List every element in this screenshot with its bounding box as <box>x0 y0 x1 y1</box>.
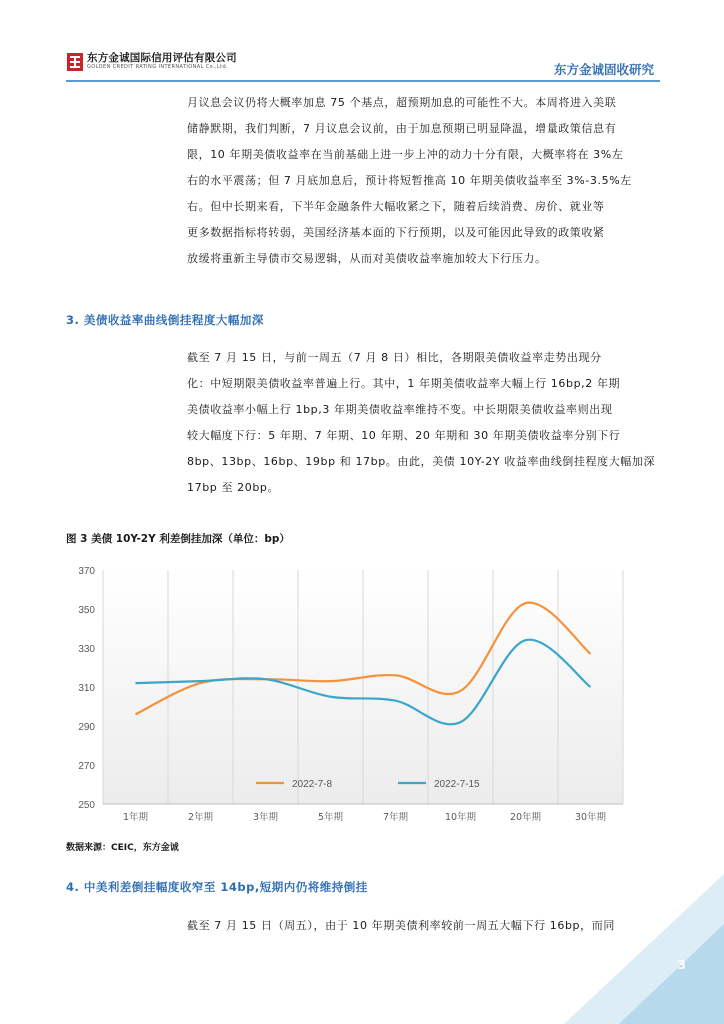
x-tick-label: 5年期 <box>317 812 344 823</box>
x-tick-label: 3年期 <box>252 812 279 823</box>
text-line: 右的水平震荡；但 7 月底加息后，预计将短暂推高 10 年期美债收益率至 3%-3.5%左 <box>187 174 632 187</box>
text-line: 右。但中长期来看，下半年金融条件大幅收紧之下，随着后续消费、房价、就业等 <box>187 200 605 213</box>
y-tick-label: 270 <box>78 761 95 772</box>
section-3-title: 3. 美债收益率曲线倒挂程度大幅加深 <box>66 313 264 327</box>
corner-decoration <box>524 874 724 1024</box>
company-name-cn: 东方金诚国际信用评估有限公司 <box>87 52 237 64</box>
x-tick-label: 2年期 <box>187 812 214 823</box>
company-name-en: GOLDEN CREDIT RATING INTERNATIONAL Co.,Ltd. <box>87 64 229 70</box>
paragraph-2 <box>187 345 657 501</box>
logo-mark-icon <box>67 53 83 71</box>
x-tick-label: 20年期 <box>509 812 542 823</box>
y-tick-label: 350 <box>78 605 95 616</box>
figure-title: 图 3 美债 10Y-2Y 利差倒挂加深（单位：bp） <box>66 533 290 545</box>
y-tick-label: 330 <box>78 644 95 655</box>
text-line: 截至 7 月 15 日（周五），由于 10 年期美债利率较前一周五大幅下行 16bp，而同 <box>187 919 615 932</box>
y-tick-label: 250 <box>78 800 95 811</box>
text-line: 截至 7 月 15 日，与前一周五（7 月 8 日）相比，各期限美债收益率走势出现分 <box>187 351 602 364</box>
text-line: 8bp、13bp、16bp、19bp 和 17bp。由此，美债 10Y-2Y 收益率曲线倒挂程度大幅加深 <box>187 455 656 468</box>
text-line: 17bp 至 20bp。 <box>187 481 280 494</box>
x-tick-label: 1年期 <box>122 812 149 823</box>
text-line: 较大幅度下行：5 年期、7 年期、10 年期、20 年期和 30 年期美债收益率分别下行 <box>187 429 621 442</box>
y-tick-label: 310 <box>78 683 95 694</box>
text-line: 化：中短期限美债收益率普遍上行。其中，1 年期美债收益率大幅上行 16bp,2 年期 <box>187 377 621 390</box>
text-line: 更多数据指标将转弱，美国经济基本面的下行预期，以及可能因此导致的政策收紧 <box>187 226 605 239</box>
text-line: 放缓将重新主导债市交易逻辑，从而对美债收益率施加较大下行压力。 <box>187 252 547 265</box>
text-line: 限，10 年期美债收益率在当前基础上进一步上冲的动力十分有限，大概率将在 3%左 <box>187 148 624 161</box>
y-tick-label: 370 <box>78 566 95 577</box>
paragraph-1 <box>187 90 657 272</box>
x-tick-label: 7年期 <box>382 812 409 823</box>
spread-line-chart <box>66 556 634 826</box>
text-line: 美债收益率小幅上行 1bp,3 年期美债收益率维持不变。中长期限美债收益率则出现 <box>187 403 613 416</box>
text-line: 月议息会议仍将大概率加息 75 个基点，超预期加息的可能性不大。本周将进入美联 <box>187 96 617 109</box>
brand-title: 东方金诚固收研究 <box>553 62 654 77</box>
text-line: 储静默期，我们判断，7 月议息会议前，由于加息预期已明显降温，增量政策信息有 <box>187 122 617 135</box>
section-4-title: 4. 中美利差倒挂幅度收窄至 14bp,短期内仍将维持倒挂 <box>66 880 368 894</box>
legend-label: 2022-7-8 <box>292 779 333 790</box>
company-logo <box>67 52 237 71</box>
y-tick-label: 290 <box>78 722 95 733</box>
x-tick-label: 30年期 <box>574 812 607 823</box>
data-source: 数据来源：CEIC，东方金诚 <box>66 843 179 853</box>
legend-label: 2022-7-15 <box>434 779 480 790</box>
x-tick-label: 10年期 <box>444 812 477 823</box>
header-divider <box>66 80 660 82</box>
page-number: 3 <box>677 958 686 972</box>
